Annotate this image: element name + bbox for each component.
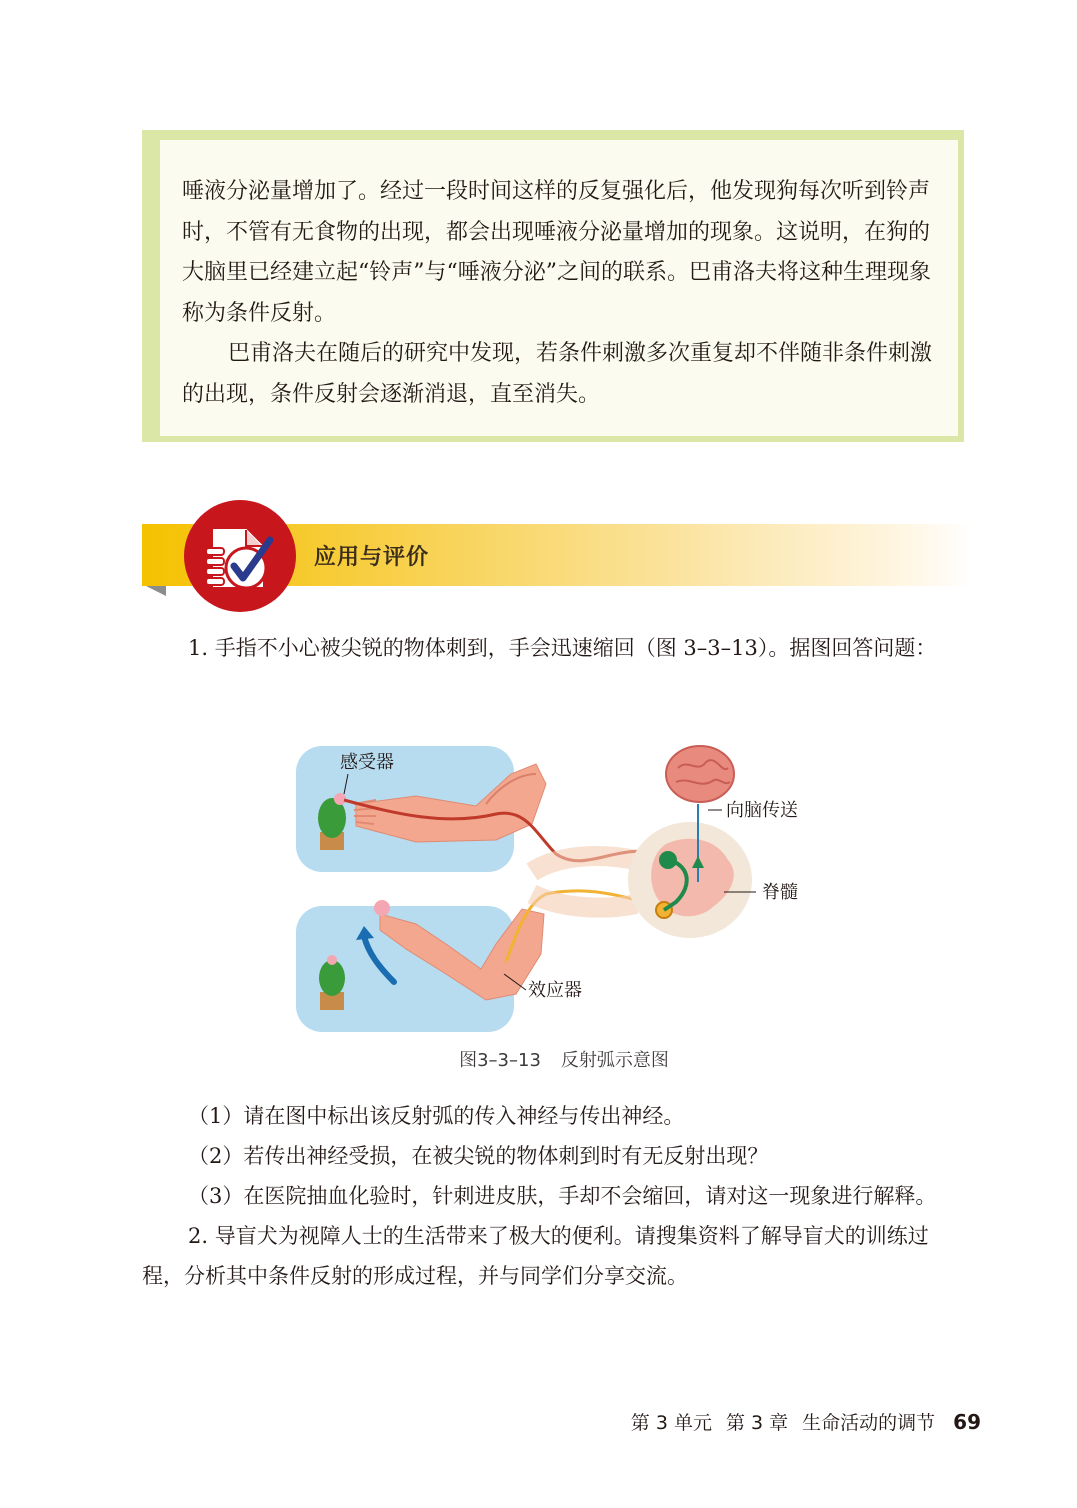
footer-chapter: 第 3 章	[725, 1412, 789, 1434]
banner-fold	[146, 586, 166, 596]
label-spinal-cord: 脊髓	[762, 882, 798, 903]
page-number: 69	[953, 1410, 981, 1434]
figure-caption-title: 反射弧示意图	[560, 1050, 669, 1071]
section-badge	[184, 500, 296, 612]
question-2-text: 2. 导盲犬为视障人士的生活带来了极大的便利。请搜集资料了解导盲犬的训练过程，分析其中条件反射的形成过程，并与同学们分享交流。	[142, 1224, 929, 1288]
reading-paragraph-2: 巴甫洛夫在随后的研究中发现，若条件刺激多次重复却不伴随非条件刺激的出现，条件反射会逐渐消退，直至消失。	[182, 341, 933, 407]
figure-caption	[296, 1046, 832, 1072]
page-footer	[617, 1408, 981, 1435]
question-1-text: 1. 手指不小心被尖锐的物体刺到，手会迅速缩回（图 3–3–13）。据图回答问题：	[188, 636, 937, 660]
figure-caption-number: 图3–3–13	[459, 1050, 541, 1071]
reading-text	[182, 172, 942, 415]
question-1	[142, 628, 964, 668]
sub-questions	[142, 1096, 964, 1296]
question-1-part-1: （1）请在图中标出该反射弧的传入神经与传出神经。	[188, 1104, 685, 1128]
section-title: 应用与评价	[314, 545, 430, 570]
question-1-part-2: （2）若传出神经受损，在被尖锐的物体刺到时有无反射出现？	[188, 1144, 769, 1168]
footer-chapter-title: 生命活动的调节	[802, 1412, 936, 1434]
footer-unit: 第 3 单元	[630, 1412, 712, 1434]
question-1-part-3: （3）在医院抽血化验时，针刺进皮肤，手却不会缩回，请对这一现象进行解释。	[188, 1184, 937, 1208]
document-check-icon	[184, 500, 296, 612]
bottom-cactus	[319, 960, 345, 996]
brain	[666, 746, 734, 802]
label-effector: 效应器	[528, 980, 582, 1001]
label-to-brain: 向脑传送	[726, 800, 798, 821]
reflex-arc-figure	[296, 744, 832, 1034]
label-receptor: 感受器	[340, 752, 394, 773]
reading-paragraph-1: 唾液分泌量增加了。经过一段时间这样的反复强化后，他发现狗每次听到铃声时，不管有无食物的出现，都会出现唾液分泌量增加的现象。这说明，在狗的大脑里已经建立起“铃声”与“唾液分泌”之间的联系。巴甫洛夫将这种生理现象称为条件反射。	[182, 179, 931, 326]
